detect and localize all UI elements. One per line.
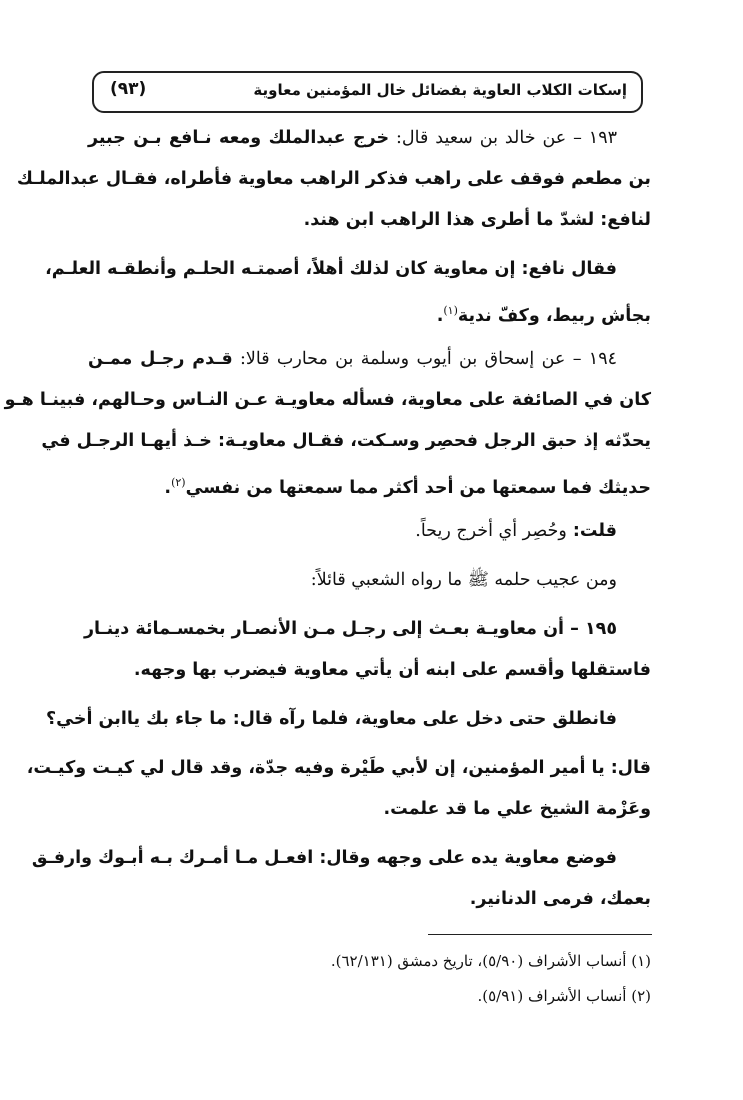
- intro-line: [88, 560, 651, 601]
- text-line: فانطلق حتى دخل على معاوية، فلما رآه قال: ما جاء بك ياابن أخي؟: [46, 709, 617, 729]
- gloss-note: [88, 511, 651, 552]
- text-line: بن مطعم فوقف على راهب فذكر الراهب معاوية فأطراه، فقـال عبدالملـك: [16, 169, 651, 189]
- paragraph-194: [4, 339, 651, 503]
- text-line: كان في الصائفة على معاوية، فسأله معاويـة عـن النـاس وحـالهم، فبينـا هـو: [4, 390, 651, 410]
- footnote-separator: [428, 934, 652, 935]
- paragraph-195-c: [26, 748, 651, 830]
- text-line: فقال نافع: إن معاوية كان لذلك أهلاً، أصمتـه الحلـم وأنطقـه العلـم،: [45, 259, 617, 279]
- paragraph-193: [16, 118, 651, 241]
- text-line: قال: يا أمير المؤمنين، إن لأبي طَيْرة وفيه جدّة، وقد قال لي كيـت وكيـت،: [26, 758, 651, 778]
- running-header: [92, 71, 643, 113]
- text-line: لنافع: لشدّ ما أطرى هذا الراهب ابن هند.: [303, 210, 651, 230]
- text-line: وعَزْمة الشيخ علي ما قد علمت.: [383, 799, 651, 819]
- text-line: ١٩٥ – أن معاويـة بعـث إلى رجـل مـن الأنصـار بخمسـمائة دينـار: [83, 619, 617, 639]
- text-line: ١٩٤ – عن إسحاق بن أيوب وسلمة بن محارب قالا: قـدم رجـل ممـن: [88, 349, 617, 369]
- paragraph-195-b: [46, 699, 651, 740]
- text-line: يحدّثه إذ حبق الرجل فحصِر وسـكت، فقـال معاويـة: خـذ أيهـا الرجـل في: [41, 431, 651, 451]
- footnote-1: (١) أنساب الأشراف (٥/٩٠)، تاريخ دمشق (٦٢/١٣١).: [330, 952, 651, 970]
- book-title: إسكات الكلاب العاوية بفضائل خال المؤمنين معاوية: [253, 81, 627, 99]
- page-number: (٩٣): [110, 79, 147, 99]
- footnotes: [88, 944, 651, 1014]
- footnote-ref-2: (٢): [171, 476, 186, 489]
- page-body: [4, 118, 651, 928]
- text-line: بجأش ربيط، وكفّ ندية$^{(١)}$.: [436, 304, 651, 326]
- text-line: ومن عجيب حلمه ﷺ ما رواه الشعبي قائلاً:: [310, 570, 617, 590]
- paragraph-195-d: [31, 838, 651, 920]
- text-line: قلت: وحُصِر أي أخرج ريحاً.: [415, 521, 617, 541]
- text-line: فوضع معاوية يده على وجهه وقال: افعـل مـا أمـرك بـه أبـوك وارفـق: [31, 848, 617, 868]
- paragraph-193-reply: [45, 249, 651, 331]
- footnote-2: (٢) أنساب الأشراف (٥/٩١).: [477, 987, 651, 1005]
- text-line: حديثك فما سمعتها من أحد أكثر مما سمعتها من نفسي$^{(٢)}$.: [164, 476, 651, 498]
- text-line: بعمك، فرمى الدنانير.: [469, 889, 651, 909]
- footnote-ref-1: (١): [443, 304, 458, 317]
- paragraph-195: [83, 609, 651, 691]
- text-line: ١٩٣ – عن خالد بن سعيد قال: خرج عبدالملك ومعه نـافع بـن جبير: [88, 128, 617, 148]
- text-line: فاستقلها وأقسم على ابنه أن يأتي معاوية فيضرب بها وجهه.: [133, 660, 651, 680]
